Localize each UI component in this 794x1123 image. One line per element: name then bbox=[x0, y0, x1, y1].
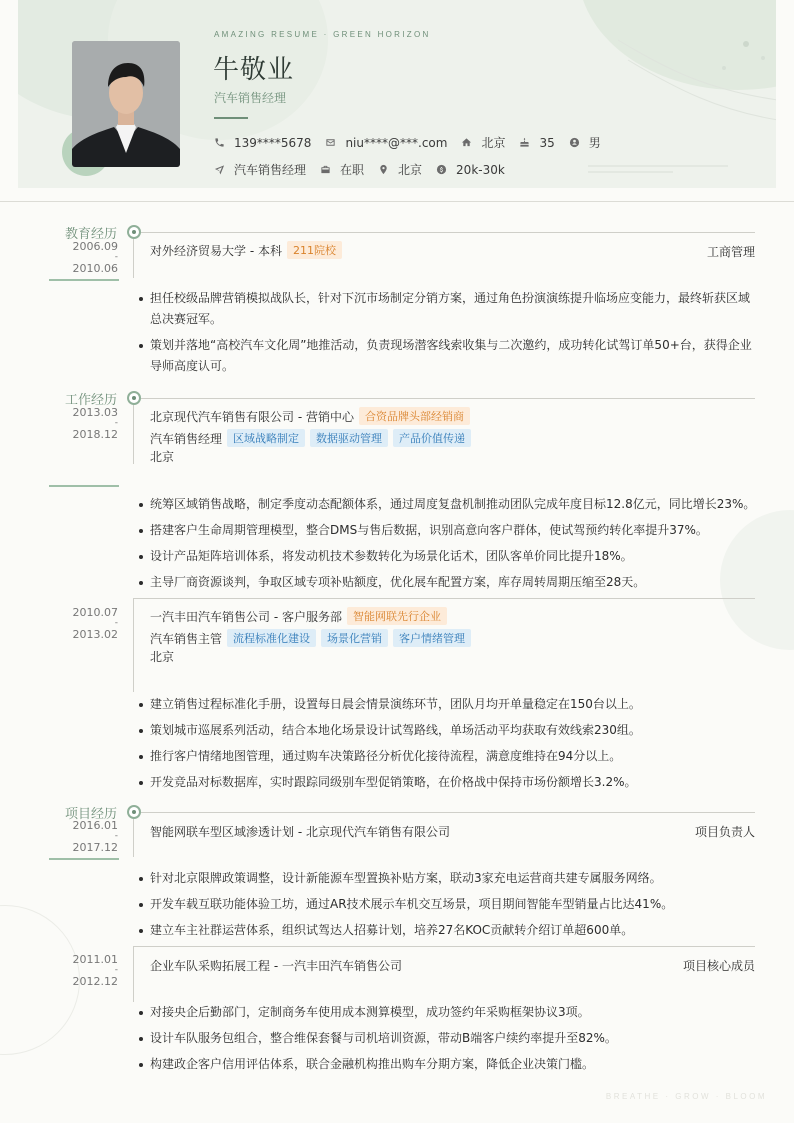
salary-item bbox=[436, 163, 505, 177]
bullet-item: 策划并落地“高校汽车文化周”地推活动，负责现场潜客线索收集与二次邀约，成功转化试驾订单50+台，获得企业导师高度认可。 bbox=[138, 335, 758, 377]
work-location: 北京 bbox=[150, 650, 175, 664]
proj1-end-date: 2017.12 bbox=[72, 841, 118, 854]
company-badge: 智能网联先行企业 bbox=[347, 607, 447, 625]
bullet-item: 设计产品矩阵培训体系，将发动机技术参数转化为场景化话术，团队客单价同比提升18%。 bbox=[138, 546, 758, 567]
location-pin-icon bbox=[378, 164, 389, 175]
section-left-line bbox=[49, 485, 119, 487]
project-name: 企业车队采购拓展工程 - 一汽丰田汽车销售公司 bbox=[150, 959, 402, 973]
accent-underline bbox=[214, 117, 248, 119]
bullet-item: 策划城市巡展系列活动，结合本地化场景设计试驾路线，单场活动平均获取有效线索230组。 bbox=[138, 720, 758, 741]
bullet-item: 建立车主社群运营体系，组织试驾达人招募计划，培养27名KOC贡献转介绍订单超600单。 bbox=[138, 920, 758, 941]
bullet-item: 构建政企客户信用评估体系，联合金融机构推出购车分期方案，降低企业决策门槛。 bbox=[138, 1054, 758, 1075]
company-name: 北京现代汽车销售有限公司 - 营销中心 bbox=[150, 409, 354, 424]
entry-rule bbox=[133, 598, 755, 599]
section-title-projects: 项目经历 bbox=[64, 807, 117, 822]
bullet-item: 针对北京限牌政策调整，设计新能源车型置换补贴方案，联动3家充电运营商共建专属服务网络。 bbox=[138, 868, 758, 889]
skill-tag: 场景化营销 bbox=[321, 629, 388, 647]
proj1-start-date: 2016.01 bbox=[72, 819, 118, 832]
header-divider bbox=[0, 201, 794, 202]
entry-rule bbox=[133, 946, 755, 947]
mail-icon bbox=[325, 137, 336, 148]
timeline-line bbox=[133, 598, 134, 692]
section-rule bbox=[141, 398, 755, 399]
age-text: 35 bbox=[539, 135, 555, 150]
section-rule bbox=[141, 232, 755, 233]
edu-date-sep: - bbox=[114, 252, 118, 262]
proj1-entry-head bbox=[150, 823, 450, 840]
send-icon bbox=[214, 164, 225, 175]
bullet-item: 统筹区域销售战略，制定季度动态配额体系，通过周度复盘机制推动团队完成年度目标12.8亿元，同比增长23%。 bbox=[138, 494, 758, 515]
status-text: 在职 bbox=[340, 163, 365, 177]
section-title-work: 工作经历 bbox=[64, 393, 117, 408]
project-dates-2 bbox=[40, 954, 118, 987]
timeline-line bbox=[133, 239, 134, 278]
job-intent-row bbox=[214, 161, 519, 178]
gender-text: 男 bbox=[588, 136, 601, 150]
status-item bbox=[320, 161, 364, 178]
bullet-item: 开发竞品对标数据库，实时跟踪同级别车型促销策略，在价格战中保持市场份额增长3.2%。 bbox=[138, 772, 758, 793]
work-dates-1 bbox=[40, 407, 118, 440]
city-text: 北京 bbox=[481, 136, 506, 150]
footer-tagline: BREATHE · GROW · BLOOM bbox=[605, 1092, 767, 1101]
work-dates-2 bbox=[40, 607, 118, 640]
school-badge: 211院校 bbox=[287, 241, 342, 259]
bullet-item: 对接央企后勤部门，定制商务车使用成本测算模型，成功签约年采购框架协议3项。 bbox=[138, 1002, 758, 1023]
timeline-node bbox=[127, 805, 141, 819]
edu-entry-head bbox=[150, 241, 342, 259]
skill-tag: 产品价值传递 bbox=[393, 429, 471, 447]
proj2-start-date: 2011.01 bbox=[72, 953, 118, 966]
briefcase-icon bbox=[320, 164, 331, 175]
work2-start-date: 2010.07 bbox=[72, 606, 118, 619]
section-left-line bbox=[49, 858, 119, 860]
job-title: 汽车销售经理 bbox=[214, 91, 287, 105]
company-badge: 合资品牌头部经销商 bbox=[359, 407, 470, 425]
age-item bbox=[519, 136, 554, 150]
avatar-portrait bbox=[72, 41, 180, 167]
bullet-item: 搭建客户生命周期管理模型，整合DMS与售后数据，识别高意向客户群体，使试驾预约转化率提升37%。 bbox=[138, 520, 758, 541]
home-icon bbox=[461, 137, 472, 148]
work2-bullets bbox=[138, 694, 758, 798]
major: 工商管理 bbox=[706, 245, 755, 259]
work1-role-row bbox=[150, 429, 471, 447]
timeline-node bbox=[127, 225, 141, 239]
intent-city-item bbox=[378, 161, 422, 178]
work2-entry-head bbox=[150, 607, 447, 625]
proj2-date-sep: - bbox=[114, 965, 118, 975]
section-left-line bbox=[49, 279, 119, 281]
work1-bullets bbox=[138, 494, 758, 598]
edu-start-date: 2006.09 bbox=[72, 240, 118, 253]
bullet-item: 推行客户情绪地图管理，通过购车决策路径分析优化接待流程，满意度维持在94分以上。 bbox=[138, 746, 758, 767]
avatar bbox=[72, 41, 180, 167]
bullet-item: 建立销售过程标准化手册，设置每日晨会情景演练环节，团队月均开单量稳定在150台以上。 bbox=[138, 694, 758, 715]
gender-icon bbox=[569, 137, 580, 148]
phone-icon bbox=[214, 137, 225, 148]
phone-item bbox=[214, 136, 311, 150]
phone-text: 139****5678 bbox=[234, 135, 312, 150]
timeline-node bbox=[127, 391, 141, 405]
role-title: 汽车销售经理 bbox=[150, 431, 223, 446]
gender-item bbox=[569, 134, 601, 151]
work1-start-date: 2013.03 bbox=[72, 406, 118, 419]
resume-kicker: AMAZING RESUME · GREEN HORIZON bbox=[214, 30, 431, 39]
work2-end-date: 2013.02 bbox=[72, 628, 118, 641]
school-name: 对外经济贸易大学 - 本科 bbox=[150, 243, 282, 258]
cake-icon bbox=[519, 137, 530, 148]
bullet-item: 主导厂商资源谈判，争取区域专项补贴额度，优化展车配置方案，库存周转周期压缩至28天。 bbox=[138, 572, 758, 593]
company-name: 一汽丰田汽车销售公司 - 客户服务部 bbox=[150, 609, 342, 624]
email-item bbox=[325, 136, 447, 150]
proj1-date-sep: - bbox=[114, 831, 118, 841]
bullet-item: 担任校级品牌营销模拟战队长，针对下沉市场制定分销方案，通过角色扮演演练提升临场应变能力，最终斩获区域总决赛冠军。 bbox=[138, 288, 758, 330]
candidate-name: 牛敬业 bbox=[213, 55, 295, 85]
proj2-bullets bbox=[138, 1002, 758, 1080]
skill-tag: 区域战略制定 bbox=[227, 429, 305, 447]
project-role: 项目核心成员 bbox=[682, 959, 755, 973]
decorative-curves bbox=[558, 0, 776, 188]
work2-role-row bbox=[150, 629, 471, 647]
work-location: 北京 bbox=[150, 450, 175, 464]
project-name: 智能网联车型区域渗透计划 - 北京现代汽车销售有限公司 bbox=[150, 825, 450, 839]
timeline-line bbox=[133, 819, 134, 857]
city-item bbox=[461, 134, 505, 151]
education-dates bbox=[40, 241, 118, 274]
money-icon bbox=[436, 164, 447, 175]
timeline-line bbox=[133, 405, 134, 464]
email-text: niu****@***.com bbox=[345, 135, 448, 150]
salary-text: 20k-30k bbox=[456, 162, 505, 177]
project-role: 项目负责人 bbox=[694, 825, 755, 839]
timeline-line bbox=[133, 946, 134, 1002]
intent-position-item bbox=[214, 161, 306, 178]
section-rule bbox=[141, 812, 755, 813]
proj1-bullets bbox=[138, 868, 758, 946]
contact-row bbox=[214, 134, 615, 151]
edu-bullets bbox=[138, 288, 758, 382]
intent-position-text: 汽车销售经理 bbox=[234, 163, 307, 177]
work1-end-date: 2018.12 bbox=[72, 428, 118, 441]
work1-entry-head bbox=[150, 407, 470, 425]
proj2-end-date: 2012.12 bbox=[72, 975, 118, 988]
intent-city-text: 北京 bbox=[398, 163, 423, 177]
role-title: 汽车销售主管 bbox=[150, 631, 223, 646]
proj2-entry-head bbox=[150, 957, 402, 974]
skill-tag: 客户情绪管理 bbox=[393, 629, 471, 647]
bullet-item: 设计车队服务包组合，整合维保套餐与司机培训资源，带动B端客户续约率提升至82%。 bbox=[138, 1028, 758, 1049]
edu-end-date: 2010.06 bbox=[72, 262, 118, 275]
project-dates-1 bbox=[40, 820, 118, 853]
work2-date-sep: - bbox=[114, 618, 118, 628]
skill-tag: 数据驱动管理 bbox=[310, 429, 388, 447]
section-title-education: 教育经历 bbox=[64, 227, 117, 242]
skill-tag: 流程标准化建设 bbox=[227, 629, 316, 647]
work1-date-sep: - bbox=[114, 418, 118, 428]
bullet-item: 开发车载互联功能体验工坊，通过AR技术展示车机交互场景，项目期间智能车型销量占比达41%。 bbox=[138, 894, 758, 915]
